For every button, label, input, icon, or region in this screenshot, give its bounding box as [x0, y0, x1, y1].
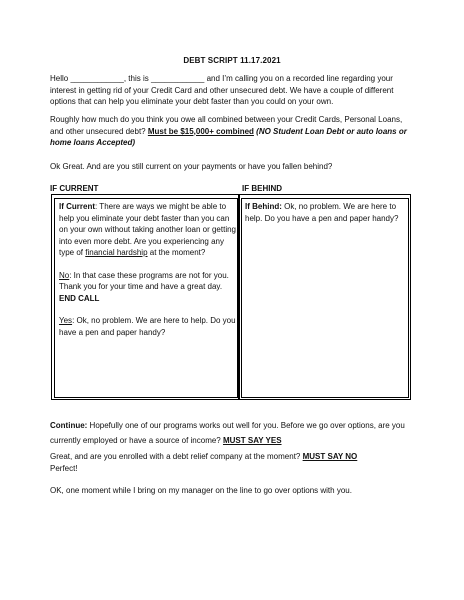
perfect-text: Perfect! — [50, 463, 78, 473]
if-current-header: IF CURRENT — [50, 184, 99, 193]
if-current-text: : There are ways we might be able to help you eliminate your debt faster than you can on your own without taking another loan or getting into even more debt. Are you experiencing any type of — [59, 202, 237, 257]
if-current-paragraph — [59, 201, 236, 259]
no-response — [59, 270, 236, 293]
excluded-debt-note: (NO Student Loan Debt or auto loans or home loans Accepted) — [50, 126, 407, 147]
must-say-no: MUST SAY NO — [302, 452, 358, 461]
end-call-label: END CALL — [59, 293, 100, 303]
enrolled-text: Great, and are you enrolled with a debt relief company at the moment? — [50, 452, 303, 461]
continue-label: Continue: — [50, 421, 88, 430]
payment-status-question: Ok Great. And are you still current on your payments or have you fallen behind? — [50, 162, 333, 171]
intro-paragraph: Hello ____________, this is ____________ and I’m calling you on a recorded line regarding your interest in getting rid of your Credit Card and other unsecured debt. We have a couple of different options that can help you eliminate your debt faster than you could on your own. — [50, 74, 394, 106]
total-debt-question — [50, 114, 416, 149]
must-say-yes: MUST SAY YES — [222, 436, 282, 445]
closing-paragraph: OK, one moment while I bring on my manager on the line to go over options with you. — [50, 486, 352, 495]
if-behind-header: IF BEHIND — [242, 184, 282, 193]
yes-response-text: : Ok, no problem. We are here to help. Do you have a pen and paper handy? — [59, 316, 236, 337]
yes-response — [59, 315, 236, 338]
enrolled-paragraph — [50, 451, 416, 474]
if-current-label: If Current — [59, 202, 95, 211]
minimum-debt-requirement: Must be $15,000+ combined — [147, 126, 254, 136]
no-label: No — [59, 270, 70, 280]
if-behind-inner-box — [241, 198, 409, 398]
continue-text: Hopefully one of our programs works out well for you. Before we go over options, are you currently employed or have a source of income? — [50, 421, 405, 445]
if-current-cell — [59, 201, 236, 338]
if-behind-text: Ok, no problem. We are here to help. Do you have a pen and paper handy? — [245, 202, 399, 223]
yes-label: Yes — [59, 316, 73, 325]
no-response-text: : In that case these programs are not for you. Thank you for your time and have a great day. — [59, 270, 229, 291]
if-current-text-end: at the moment? — [147, 248, 206, 257]
if-behind-cell — [245, 201, 407, 224]
total-debt-question-text: Roughly how much do you think you owe all combined between your Credit Cards, Personal Loans, and other unsecured debt? — [50, 115, 403, 136]
financial-hardship-text: financial hardship — [85, 248, 148, 257]
continue-paragraph — [50, 418, 416, 448]
if-behind-label: If Behind: — [245, 202, 282, 211]
document-title: DEBT SCRIPT 11.17.2021 — [183, 56, 281, 65]
